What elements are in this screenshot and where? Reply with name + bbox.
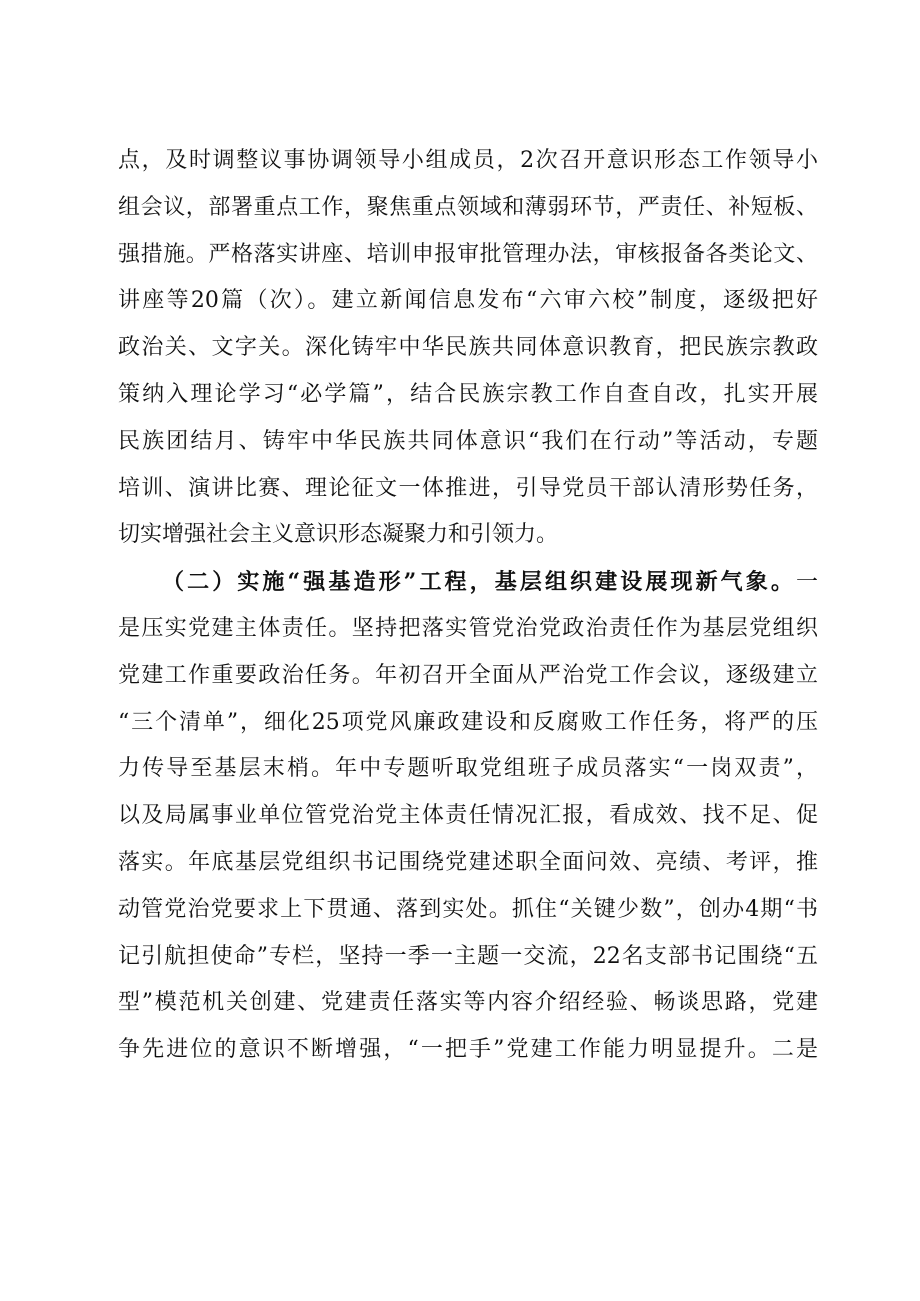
- text-line: 培训、演讲比赛、理论征文一体推进，引导党员干部认清形势任务，: [118, 475, 818, 501]
- section-heading: （二）实施“强基造形”工程，基层组织建设展现新气象。: [162, 569, 796, 596]
- text-line: 点，及时调整议事协调领导小组成员，2次召开意识形态工作领导小: [118, 148, 818, 173]
- paragraph-ideology-work: [118, 138, 818, 559]
- text-line: 党建工作重要政治任务。年初召开全面从严治党工作会议，逐级建立: [118, 662, 818, 688]
- heading-line: [118, 559, 818, 606]
- text-line: 组会议，部署重点工作，聚焦重点领域和薄弱环节，严责任、补短板、: [118, 194, 818, 220]
- text-line: 力传导至基层末梢。年中专题听取党组班子成员落实“一岗双责”，: [118, 756, 818, 782]
- text-line: 强措施。严格落实讲座、培训申报审批管理办法，审核报备各类论文、: [118, 241, 818, 267]
- text-line: 是压实党建主体责任。坚持把落实管党治党政治责任作为基层党组织: [118, 615, 818, 641]
- text-line: 策纳入理论学习“必学篇”，结合民族宗教工作自查自改，扎实开展: [118, 381, 818, 407]
- body-text: [118, 138, 818, 1074]
- text-line: 型”模范机关创建、党建责任落实等内容介绍经验、畅谈思路，党建: [118, 990, 818, 1016]
- text-line: 记引航担使命”专栏，坚持一季一主题一交流，22名支部书记围绕“五: [118, 943, 818, 969]
- text-line: 民族团结月、铸牢中华民族共同体意识“我们在行动”等活动，专题: [118, 428, 818, 454]
- text-line: 争先进位的意识不断增强，“一把手”党建工作能力明显提升。二是: [118, 1037, 818, 1063]
- heading-continuation: 一: [795, 570, 818, 596]
- text-line: 动管党治党要求上下贯通、落到实处。抓住“关键少数”，创办4期“书: [118, 896, 818, 922]
- text-line: 切实增强社会主义意识形态凝聚力和引领力。: [118, 522, 559, 548]
- text-line: 讲座等20篇（次）。建立新闻信息发布“六审六校”制度，逐级把好: [118, 288, 818, 314]
- text-line: 以及局属事业单位管党治党主体责任情况汇报，看成效、找不足、促: [118, 803, 818, 829]
- text-line: 政治关、文字关。深化铸牢中华民族共同体意识教育，把民族宗教政: [118, 335, 818, 361]
- paragraph-grassroots-organization: [118, 559, 818, 1074]
- text-line: “三个清单”，细化25项党风廉政建设和反腐败工作任务，将严的压: [118, 709, 818, 735]
- text-line: 落实。年底基层党组织书记围绕党建述职全面问效、亮绩、考评，推: [118, 849, 818, 875]
